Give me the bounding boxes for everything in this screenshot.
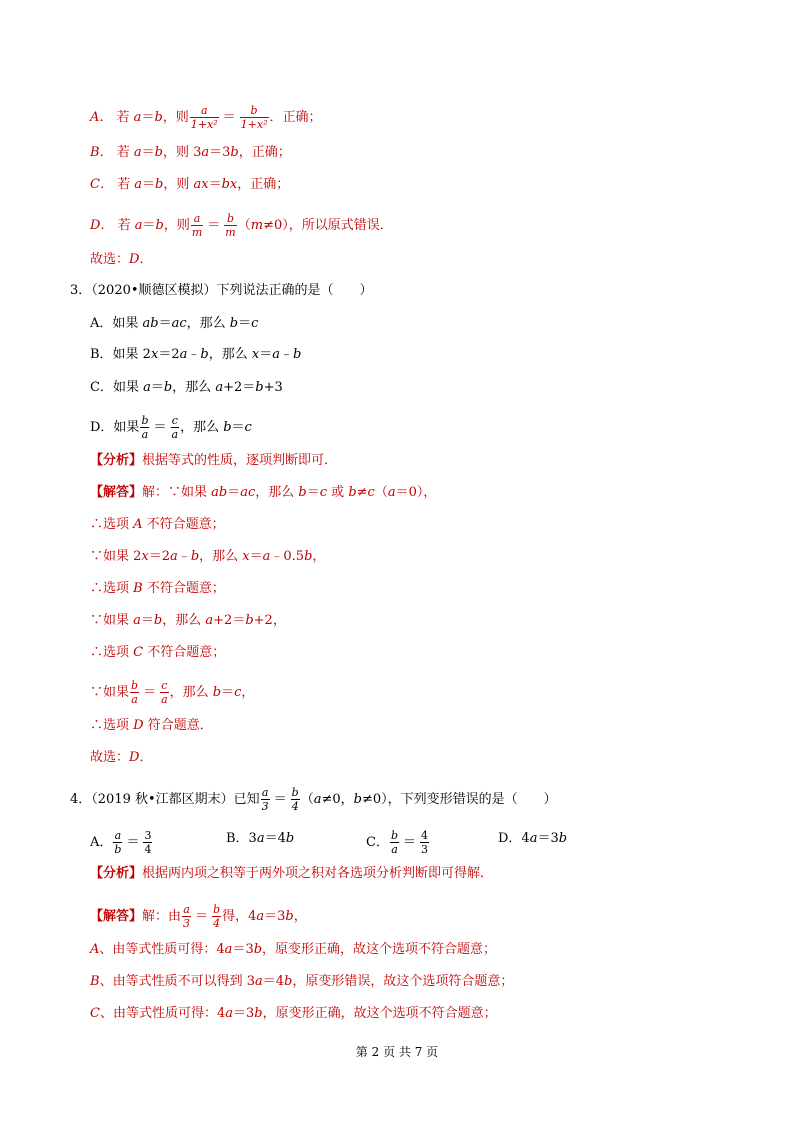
q3-step-4: ∵如果 a＝b，那么 a+2＝b+2，: [90, 613, 286, 628]
fraction: $\frac{3}{4}$: [144, 829, 152, 856]
fraction: $\frac{4}{3}$: [421, 829, 429, 856]
fraction: $\frac{c}{a}$: [161, 679, 168, 706]
total-pages: 7: [414, 1045, 423, 1059]
fraction: $\frac{b}{\text{1+x²}}$: [240, 104, 268, 131]
fraction: $\frac{a}{3}$: [183, 903, 191, 930]
q3-option-d: D．如果 $\frac{b}{a}$ ＝ $\frac{c}{a}$ ，那么 b＝c: [90, 414, 252, 441]
fraction: $\frac{c}{a}$: [171, 414, 179, 441]
solution-line-b: B． 若 a＝b，则 3a＝3b，正确；: [90, 145, 291, 160]
page-footer: 第 2 页 共 7 页: [355, 1045, 439, 1059]
solution-line-d: D． 若 a＝b，则 $\frac{a}{m}$ ＝ $\frac{b}{m}$ （m≠0），所以原式错误．: [90, 212, 393, 239]
q4-option-d: D．4a＝3b: [498, 831, 568, 846]
q3-solution: 【解答】解：∵如果 ab＝ac，那么 b＝c 或 b≠c（a＝0），: [90, 485, 437, 500]
q3-step-5: ∴选项 C 不符合题意；: [90, 645, 226, 660]
fraction: $\frac{b}{4}$: [291, 786, 299, 813]
q3-option-a: A．如果 ab＝ac，那么 b＝c: [90, 316, 259, 331]
q4-analysis: 【分析】根据两内项之积等于两外项之积对各选项分析判断即可得解．: [90, 866, 494, 881]
q3-choose-answer: 故选：D．: [90, 750, 153, 765]
q4-option-a: A． $\frac{a}{b}$ ＝ $\frac{3}{4}$: [90, 829, 152, 856]
fraction: $\frac{b}{a}$: [390, 829, 398, 856]
q3-step-7: ∴选项 D 符合题意．: [90, 718, 213, 733]
fraction: $\frac{a}{m}$: [191, 212, 203, 239]
q3-option-c: C．如果 a＝b，那么 a+2＝b+3: [90, 380, 283, 395]
page-number: 2: [371, 1045, 380, 1059]
solution-line-a: A． 若 a＝b，则 $\frac{a}{\text{1+x²}}$ ＝ $\frac{b}{\text{1+x²}}$ ．正确；: [90, 104, 322, 131]
fraction: $\frac{a}{\text{1+x²}}$: [190, 104, 218, 131]
choose-answer-line: 故选：D．: [90, 252, 153, 267]
q4-option-b: B．3a＝4b: [226, 831, 295, 846]
fraction: $\frac{b}{4}$: [213, 903, 221, 930]
q3-step-2: ∵如果 2x＝2a﹣b，那么 x＝a﹣0.5b，: [90, 549, 326, 564]
q4-step-b: B、由等式性质不可以得到 3a＝4b，原变形错误，故这个选项符合题意；: [90, 974, 514, 989]
q3-analysis: 【分析】根据等式的性质，逐项判断即可．: [90, 453, 338, 468]
question-3-stem: 3．（2020•顺德区模拟）下列说法正确的是（ ）: [70, 283, 373, 298]
q3-step-1: ∴选项 A 不符合题意；: [90, 517, 225, 532]
fraction: $\frac{a}{b}$: [114, 829, 122, 856]
q3-option-b: B．如果 2x＝2a﹣b，那么 x＝a﹣b: [90, 347, 302, 362]
q3-step-6: ∵如果 $\frac{b}{a}$ ＝ $\frac{c}{a}$ ，那么 b＝c，: [90, 679, 255, 706]
question-4-stem: 4．（2019 秋•江都区期末）已知 $\frac{a}{3}$ ＝ $\frac{b}{4}$ （a≠0，b≠0），下列变形错误的是（ ）: [70, 786, 557, 813]
fraction: $\frac{b}{m}$: [225, 212, 236, 239]
solution-line-c: C． 若 a＝b，则 ax＝bx，正确；: [90, 177, 290, 192]
q3-step-3: ∴选项 B 不符合题意；: [90, 581, 225, 596]
fraction: $\frac{b}{a}$: [131, 679, 139, 706]
q4-option-c: C． $\frac{b}{a}$ ＝ $\frac{4}{3}$: [366, 829, 429, 856]
fraction: $\frac{b}{a}$: [141, 414, 149, 441]
q4-solution: 【解答】解：由 $\frac{a}{3}$ ＝ $\frac{b}{4}$ 得，4a＝3b，: [90, 903, 307, 930]
q4-step-a: A、由等式性质可得：4a＝3b，原变形正确，故这个选项不符合题意；: [90, 942, 497, 957]
fraction: $\frac{a}{3}$: [261, 786, 269, 813]
q4-step-c: C、由等式性质可得：4a＝3b，原变形正确，故这个选项不符合题意；: [90, 1006, 497, 1021]
